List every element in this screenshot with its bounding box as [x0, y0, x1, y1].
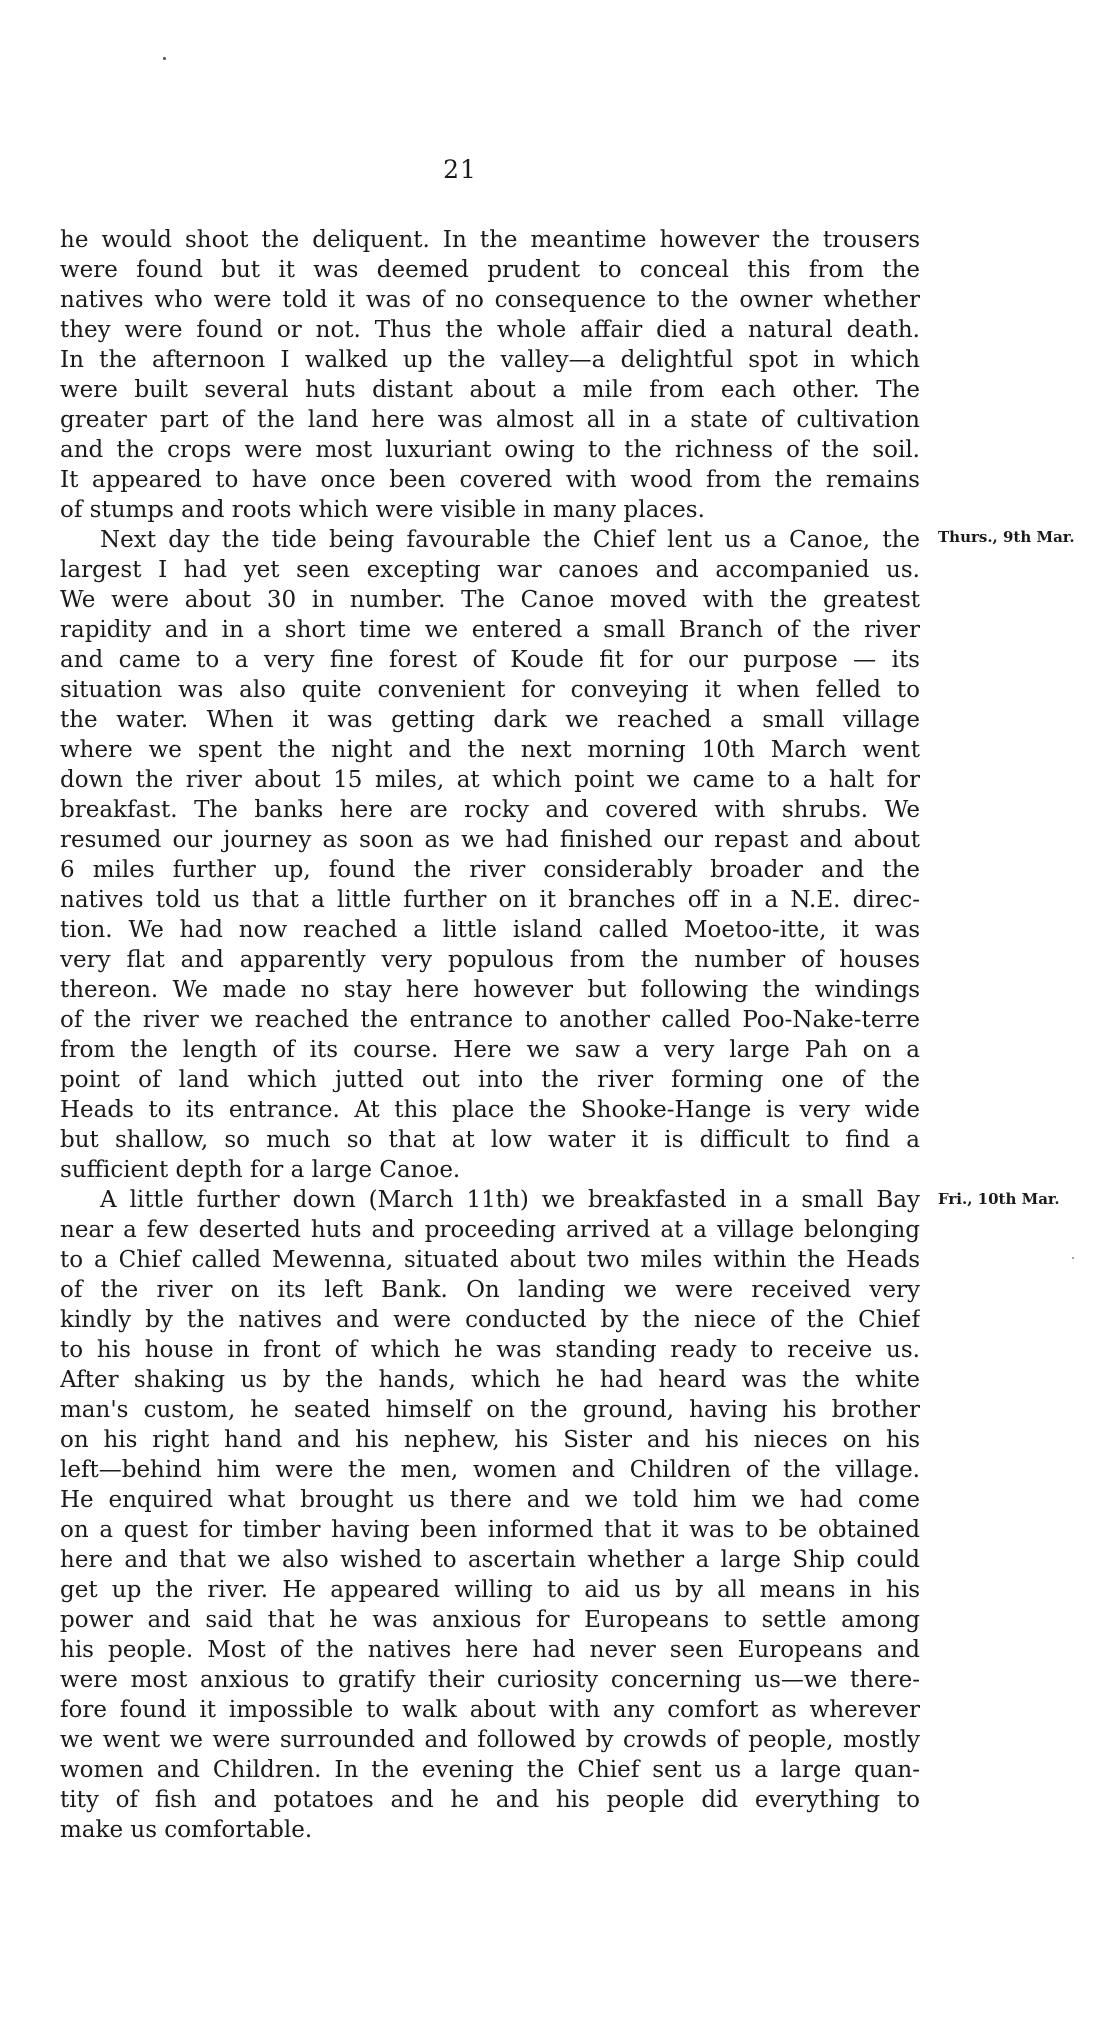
margin-note-date: Thurs., 9th Mar. — [938, 528, 1075, 546]
text-line: were most anxious to gratify their curiosity concerning us—we there- — [60, 1667, 920, 1693]
text-line: resumed our journey as soon as we had finished our repast and about — [60, 827, 920, 853]
text-line: make us comfortable. — [60, 1817, 313, 1843]
paragraph — [60, 1185, 920, 1845]
text-line: natives told us that a little further on it branches off in a N.E. direc- — [60, 887, 920, 913]
text-line: of the river on its left Bank. On landing we were received very — [60, 1277, 920, 1303]
text-line: the water. When it was getting dark we reached a small village — [60, 707, 920, 733]
text-line: In the afternoon I walked up the valley—a delightful spot in which — [60, 347, 920, 373]
text-line: 6 miles further up, found the river considerably broader and the — [60, 857, 920, 883]
text-line: they were found or not. Thus the whole affair died a natural death. — [60, 317, 920, 343]
text-line: on his right hand and his nephew, his Sister and his nieces on his — [60, 1427, 920, 1453]
text-line: Next day the tide being favourable the Chief lent us a Canoe, the — [100, 527, 920, 553]
page-number: 21 — [443, 155, 477, 184]
text-line: and came to a very fine forest of Koude fit for our purpose — its — [60, 647, 920, 673]
text-line: women and Children. In the evening the Chief sent us a large quan- — [60, 1757, 920, 1783]
text-line: greater part of the land here was almost all in a state of cultivation — [60, 407, 920, 433]
text-line: It appeared to have once been covered with wood from the remains — [60, 467, 920, 493]
text-line: to his house in front of which he was standing ready to receive us. — [60, 1337, 920, 1363]
text-line: sufficient depth for a large Canoe. — [60, 1157, 461, 1183]
text-line: of the river we reached the entrance to another called Poo-Nake-terre — [60, 1007, 920, 1033]
text-line: on a quest for timber having been informed that it was to be obtained — [60, 1517, 920, 1543]
text-line: were built several huts distant about a mile from each other. The — [60, 377, 920, 403]
text-line: very flat and apparently very populous from the number of houses — [60, 947, 920, 973]
text-line: of stumps and roots which were visible in many places. — [60, 497, 705, 523]
text-line: natives who were told it was of no consequence to the owner whether — [60, 287, 920, 313]
text-line: to a Chief called Mewenna, situated about two miles within the Heads — [60, 1247, 920, 1273]
text-line: but shallow, so much so that at low water it is difficult to find a — [60, 1127, 920, 1153]
paragraph — [60, 225, 920, 525]
text-line: After shaking us by the hands, which he had heard was the white — [60, 1367, 920, 1393]
text-line: breakfast. The banks here are rocky and covered with shrubs. We — [60, 797, 920, 823]
text-line: near a few deserted huts and proceeding arrived at a village belonging — [60, 1217, 920, 1243]
text-line: situation was also quite convenient for conveying it when felled to — [60, 677, 920, 703]
text-line: left—behind him were the men, women and Children of the village. — [60, 1457, 920, 1483]
text-line: fore found it impossible to walk about with any comfort as wherever — [60, 1697, 920, 1723]
text-line: here and that we also wished to ascertain whether a large Ship could — [60, 1547, 920, 1573]
text-line: get up the river. He appeared willing to aid us by all means in his — [60, 1577, 920, 1603]
text-line: he would shoot the deliquent. In the meantime however the trousers — [60, 227, 920, 253]
text-line: largest I had yet seen excepting war canoes and accompanied us. — [60, 557, 920, 583]
text-line: down the river about 15 miles, at which point we came to a halt for — [60, 767, 920, 793]
text-line: point of land which jutted out into the river forming one of the — [60, 1067, 920, 1093]
text-line: his people. Most of the natives here had never seen Europeans and — [60, 1637, 920, 1663]
ink-speck — [1072, 1257, 1074, 1259]
text-line: kindly by the natives and were conducted by the niece of the Chief — [60, 1307, 920, 1333]
text-line: We were about 30 in number. The Canoe moved with the greatest — [60, 587, 920, 613]
text-line: and the crops were most luxuriant owing to the richness of the soil. — [60, 437, 920, 463]
text-line: thereon. We made no stay here however but following the windings — [60, 977, 920, 1003]
ink-speck — [163, 57, 166, 60]
text-line: tity of fish and potatoes and he and his people did everything to — [60, 1787, 920, 1813]
text-line: man's custom, he seated himself on the ground, having his brother — [60, 1397, 920, 1423]
text-line: were found but it was deemed prudent to conceal this from the — [60, 257, 920, 283]
paragraph — [60, 525, 920, 1185]
text-line: we went we were surrounded and followed by crowds of people, mostly — [60, 1727, 920, 1753]
text-line: rapidity and in a short time we entered a small Branch of the river — [60, 617, 920, 643]
body-text — [60, 225, 920, 1845]
margin-note-date: Fri., 10th Mar. — [938, 1190, 1060, 1208]
text-line: power and said that he was anxious for Europeans to settle among — [60, 1607, 920, 1633]
text-line: tion. We had now reached a little island called Moetoo-itte, it was — [60, 917, 920, 943]
text-line: Heads to its entrance. At this place the Shooke-Hange is very wide — [60, 1097, 920, 1123]
text-line: from the length of its course. Here we saw a very large Pah on a — [60, 1037, 920, 1063]
text-line: A little further down (March 11th) we breakfasted in a small Bay — [100, 1187, 920, 1213]
text-line: He enquired what brought us there and we told him we had come — [60, 1487, 920, 1513]
text-line: where we spent the night and the next morning 10th March went — [60, 737, 920, 763]
